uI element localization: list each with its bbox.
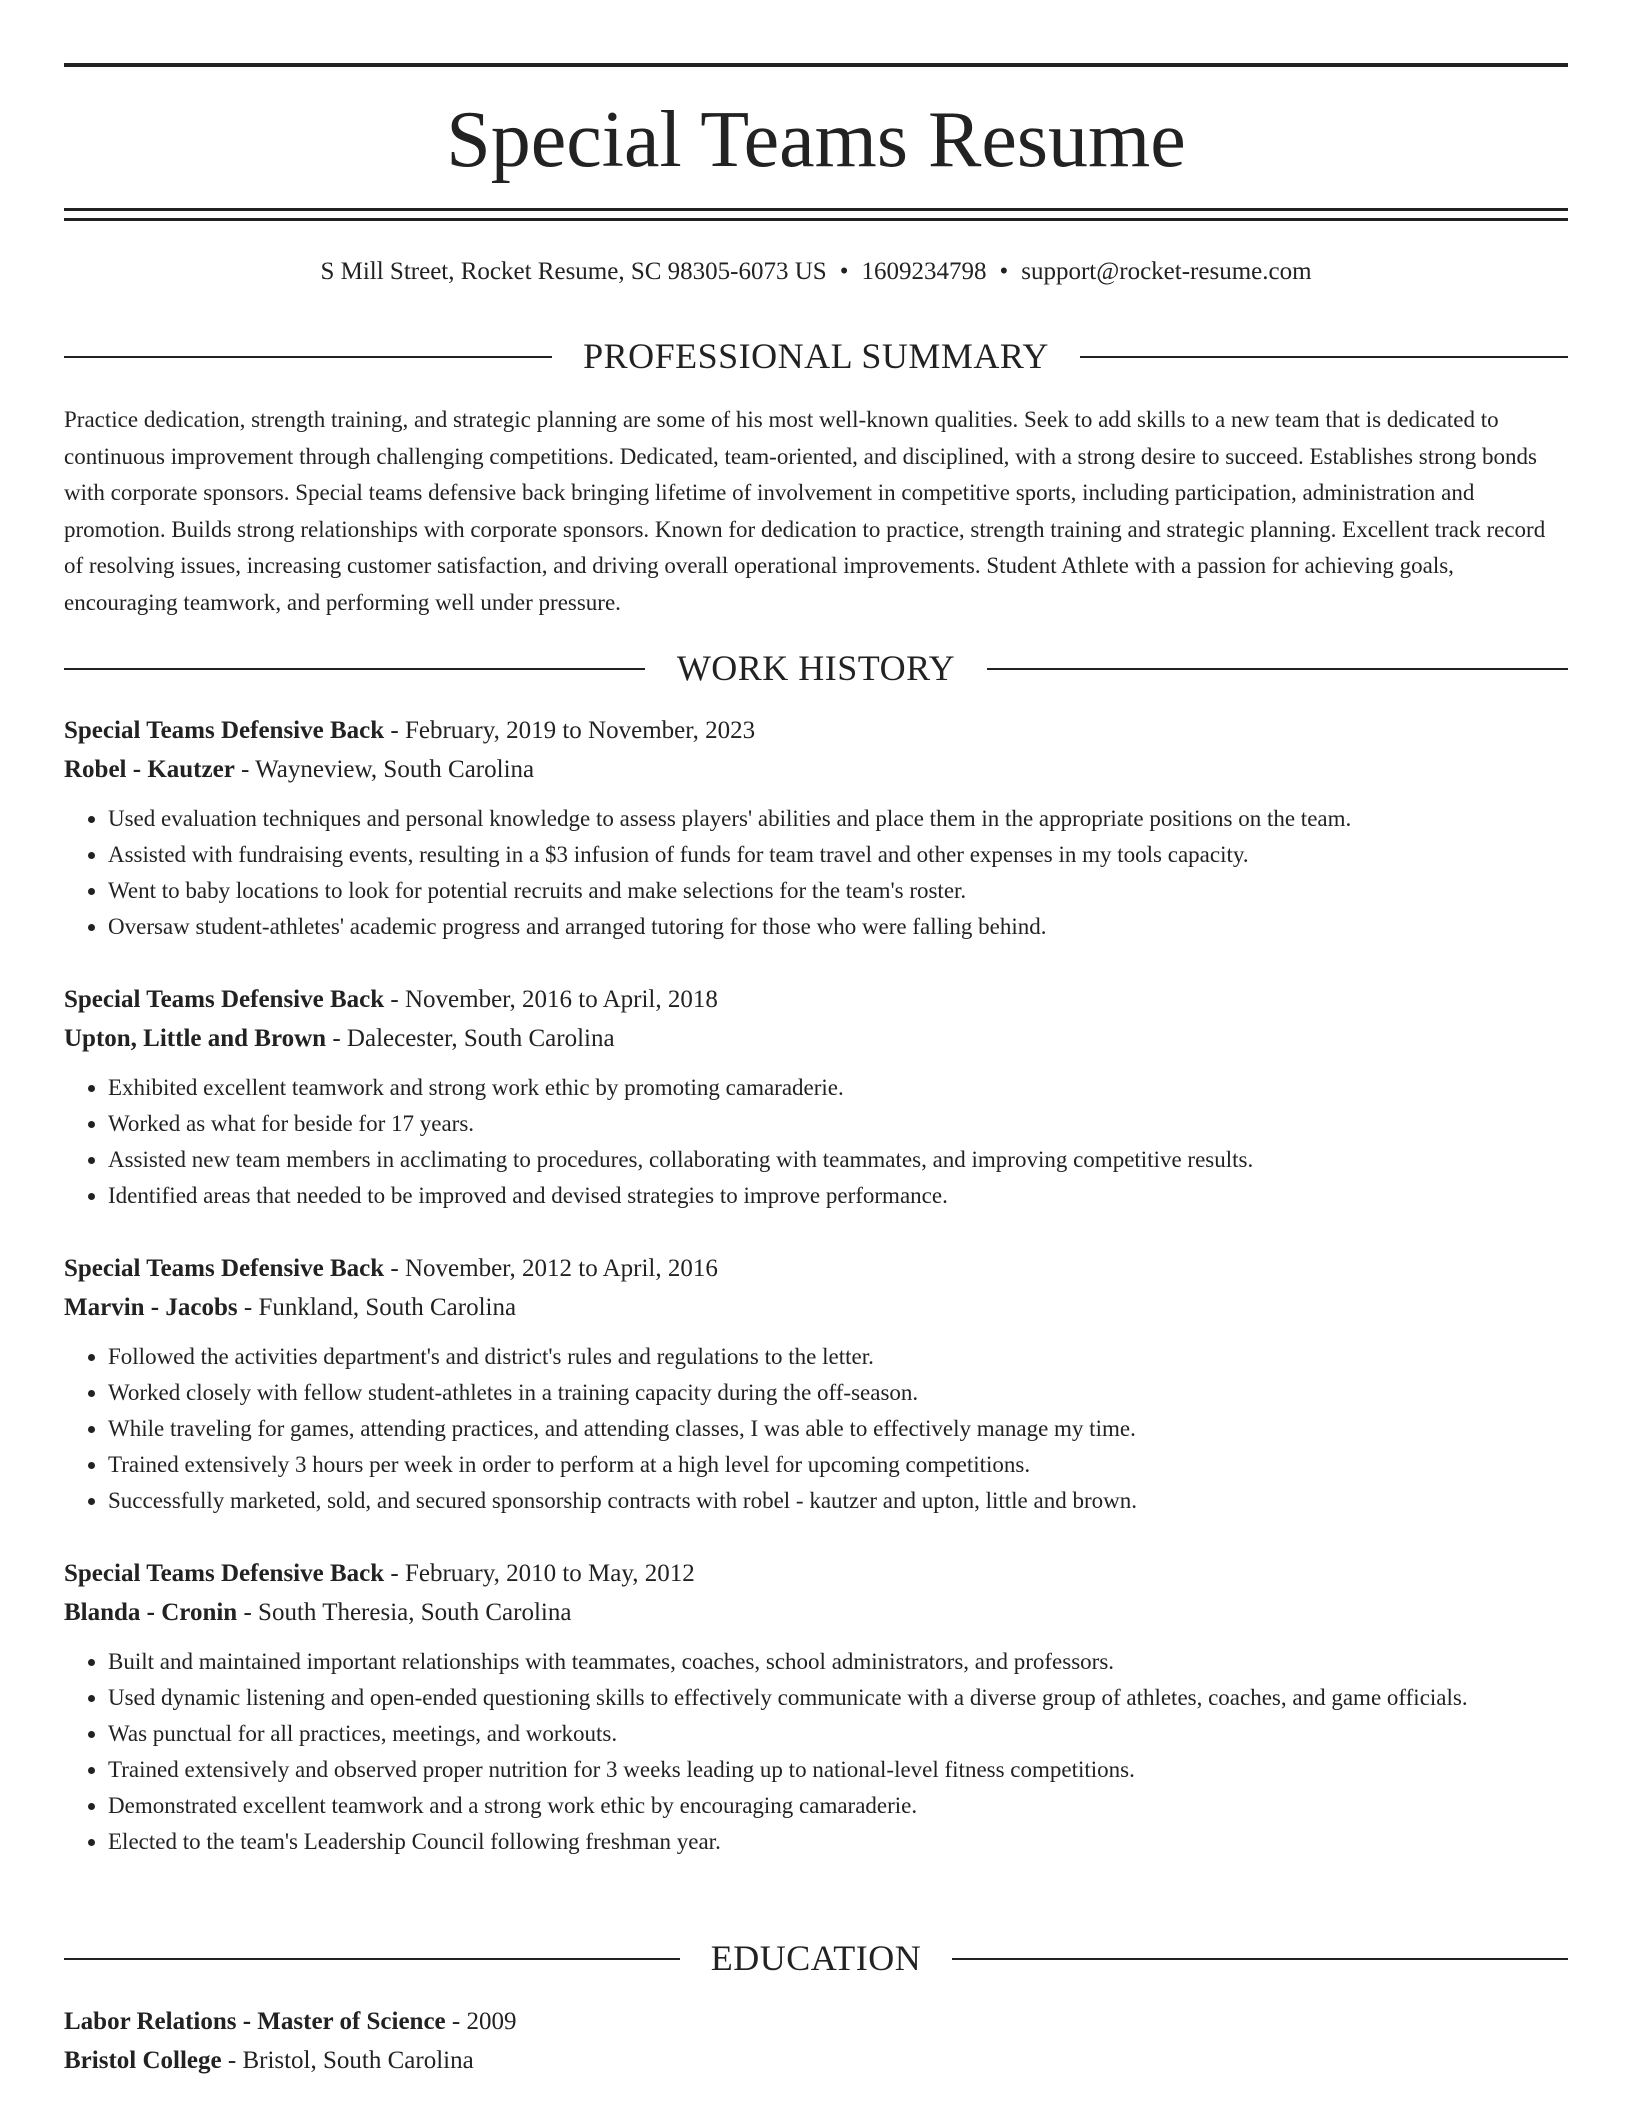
job-bullets [64,1070,1568,1214]
job-entry [64,711,1568,945]
job-location: Wayneview, South Carolina [255,756,535,783]
job-title-row: Special Teams Defensive Back - February, 2019 to November, 2023 [64,717,756,744]
contact-line [64,256,1568,288]
list-item: • Used dynamic listening and open-ended questioning skills to effectively communicate with a diverse group of athletes, coaches, and game officials. [108,1680,1568,1716]
education-year: 2009 [466,2008,517,2035]
list-item: • Assisted new team members in acclimating to procedures, collaborating with teammates, and improving competitive results. [108,1142,1568,1178]
list-item: • Identified areas that needed to be improved and devised strategies to improve performance. [108,1178,1568,1214]
list-item: • Trained extensively and observed proper nutrition for 3 weeks leading up to national-level fitness competitions. [108,1752,1568,1788]
job-title-row: Special Teams Defensive Back - November, 2012 to April, 2016 [64,1255,718,1282]
job-company-row: Blanda - Cronin - South Theresia, South Carolina [64,1599,572,1626]
job-title-row: Special Teams Defensive Back - February, 2010 to May, 2012 [64,1560,695,1587]
job-entry [64,980,1568,1214]
job-title: Special Teams Defensive Back [64,1560,385,1587]
job-company: Upton, Little and Brown [64,1025,327,1052]
education-school-row: Bristol College - Bristol, South Carolina [64,2047,474,2074]
job-company-row: Marvin - Jacobs - Funkland, South Carolina [64,1294,517,1321]
list-item: • Trained extensively 3 hours per week in order to perform at a high level for upcoming competitions. [108,1447,1568,1483]
job-company: Blanda - Cronin [64,1599,238,1626]
job-bullets [64,801,1568,945]
job-title: Special Teams Defensive Back [64,717,385,744]
contact-address: S Mill Street, Rocket Resume, SC 98305-6073 US [320,258,827,285]
list-item: • Demonstrated excellent teamwork and a strong work ethic by encouraging camaraderie. [108,1788,1568,1824]
contact-separator: • [839,258,849,285]
job-company-row: Upton, Little and Brown - Dalecester, South Carolina [64,1025,615,1052]
list-item: • Was punctual for all practices, meetings, and workouts. [108,1716,1568,1752]
job-bullets [64,1644,1568,1860]
contact-email: support@rocket-resume.com [1021,258,1312,285]
education-location: Bristol, South Carolina [242,2047,474,2074]
job-company-row: Robel - Kautzer - Wayneview, South Carolina [64,756,535,783]
job-title-row: Special Teams Defensive Back - November, 2016 to April, 2018 [64,986,718,1013]
work-heading [64,648,1568,688]
work-heading-label: WORK HISTORY [676,648,956,688]
list-item: • Worked closely with fellow student-athletes in a training capacity during the off-season. [108,1375,1568,1411]
list-item: • Assisted with fundraising events, resulting in a $3 infusion of funds for team travel and other expenses in my tools capacity. [108,837,1568,873]
job-entry [64,1554,1568,1860]
summary-text: Practice dedication, strength training, and strategic planning are some of his most well-known qualities. Seek to add skills to a new team that is dedicated to continuous improvement through challenging competitions. Dedicated, team-oriented, and disciplined, with a strong desire to succeed. Establishes strong bonds with corporate sponsors. Special teams defensive back bringing lifetime of involvement in competitive sports, including participation, administration and promotion. Builds strong relationships with corporate sponsors. Known for dedication to practice, strength training and strategic planning. Excellent track record of resolving issues, increasing customer satisfaction, and driving overall operational improvements. Student Athlete with a passion for achieving goals, encouraging teamwork, and performing well under pressure. [64,407,1546,615]
job-location: Dalecester, South Carolina [346,1025,615,1052]
list-item: • Oversaw student-athletes' academic progress and arranged tutoring for those who were falling behind. [108,909,1568,945]
list-item: • Followed the activities department's and district's rules and regulations to the letter. [108,1339,1568,1375]
list-item: • Went to baby locations to look for potential recruits and make selections for the team's roster. [108,873,1568,909]
education-school: Bristol College [64,2047,222,2074]
job-title: Special Teams Defensive Back [64,1255,385,1282]
list-item: • While traveling for games, attending practices, and attending classes, I was able to effectively manage my time. [108,1411,1568,1447]
resume-title: Special Teams Resume [446,96,1186,184]
job-entry [64,1249,1568,1519]
summary-heading-label: PROFESSIONAL SUMMARY [583,336,1049,376]
list-item: • Built and maintained important relationships with teammates, coaches, school administrators, and professors. [108,1644,1568,1680]
education-heading-label: EDUCATION [710,1938,922,1978]
education-degree: Labor Relations - Master of Science [64,2008,446,2035]
contact-separator: • [999,258,1009,285]
list-item: • Worked as what for beside for 17 years. [108,1106,1568,1142]
job-company: Robel - Kautzer [64,756,235,783]
education-heading [64,1938,1568,1978]
education-entry [64,2002,1568,2080]
job-dates: November, 2016 to April, 2018 [404,986,718,1013]
job-dates: February, 2019 to November, 2023 [404,717,756,744]
job-company: Marvin - Jacobs [64,1294,238,1321]
title-double-rule [64,208,1568,221]
job-location: South Theresia, South Carolina [258,1599,572,1626]
list-item: • Successfully marketed, sold, and secured sponsorship contracts with robel - kautzer and upton, little and brown. [108,1483,1568,1519]
job-dates: February, 2010 to May, 2012 [404,1560,695,1587]
education-degree-row: Labor Relations - Master of Science - 2009 [64,2008,517,2035]
summary-heading [64,336,1568,376]
list-item: • Elected to the team's Leadership Council following freshman year. [108,1824,1568,1860]
list-item: • Exhibited excellent teamwork and strong work ethic by promoting camaraderie. [108,1070,1568,1106]
job-dates: November, 2012 to April, 2016 [404,1255,718,1282]
job-bullets [64,1339,1568,1519]
top-rule [64,63,1568,67]
job-title: Special Teams Defensive Back [64,986,385,1013]
contact-phone: 1609234798 [861,258,987,285]
list-item: • Used evaluation techniques and personal knowledge to assess players' abilities and place them in the appropriate positions on the team. [108,801,1568,837]
job-location: Funkland, South Carolina [258,1294,517,1321]
